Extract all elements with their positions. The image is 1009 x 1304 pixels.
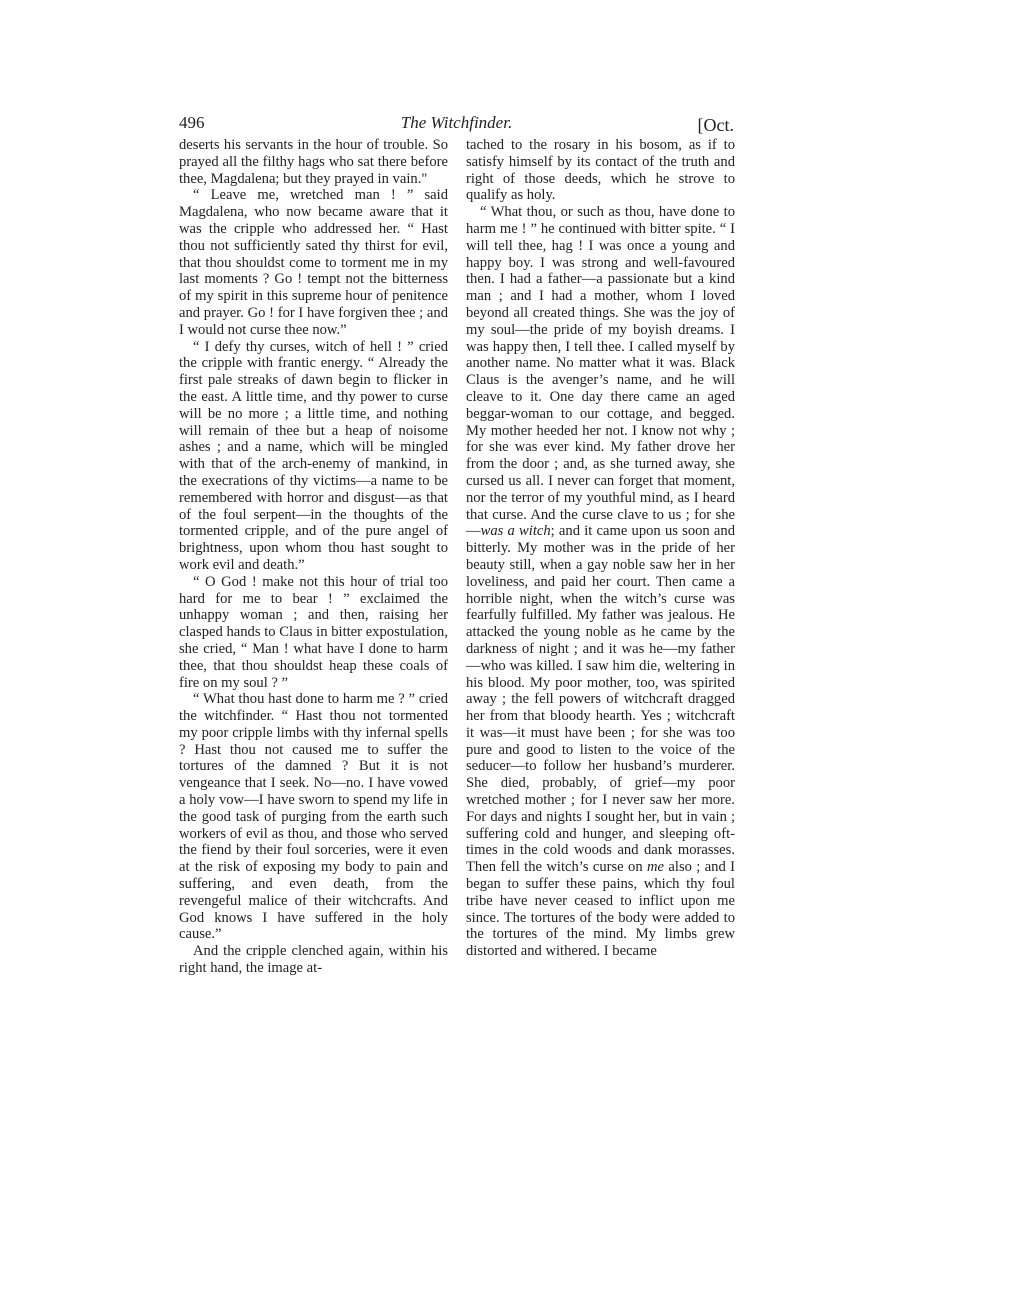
emphasis-text: me — [647, 859, 665, 876]
paragraph: deserts his servants in the hour of trouble. So prayed all the filthy hags who sat there before thee, Magdalena; but they prayed in vain." — [179, 137, 448, 187]
paragraph: “ O God ! make not this hour of trial too hard for me to bear ! ” exclaimed the unhappy woman ; and then, raising her clasped hands to Claus in bitter expostulation, she cried, “ Man ! what have I done to harm thee, that thou shouldst heap these coals of fire on my soul ? ” — [179, 573, 448, 691]
issue-month: [Oct. — [697, 115, 734, 135]
text-run: ; and it came upon us soon and bitterly. My mother was in the pride of her beauty still, when a gay noble saw her in her loveliness, and paid her court. Then came a horrible night, when the witch’s curse was fearfully fulfilled. My father was jealous. He attacked the young noble as he came by the darkness of night ; and it was he—my father—who was killed. I saw him die, weltering in his blood. My poor mother, too, was spirited away ; the fell powers of witchcraft dragged her from that bloody hearth. Yes ; witchcraft it was—it must have been ; for she was too pure and good to listen to the voice of the seducer—to follow her husband’s murderer. She died, probably, of grief—my poor wretched mother ; for I never saw her more. For days and nights I sought her, but in vain ; suffering cold and hunger, and sleeping oft-times in the cold woods and dank morasses. Then fell the witch’s curse on — [466, 523, 735, 876]
paragraph: “ Leave me, wretched man ! ” said Magdalena, who now became aware that it was the cripple who addressed her. “ Hast thou not sufficiently sated thy thirst for evil, that thou shouldst come to torment me in my last moments ? Go ! tempt not the bitterness of my spirit in this supreme hour of penitence and prayer. Go ! for I have forgiven thee ; and I would not curse thee now.” — [179, 187, 448, 338]
left-column — [179, 137, 448, 977]
text-run: “ What thou, or such as thou, have done to harm me ! ” he continued with bitter spite. “ I will tell thee, hag ! I was once a young and happy boy. I was strong and well-favoured then. I had a father—a passionate but a kind man ; and I had a mother, whom I loved beyond all created things. She was the joy of my soul—the pride of my boyish dreams. I was happy then, I tell thee. I called myself by another name. No matter what it was. Black Claus is the avenger’s name, and he will cleave to it. One day there came an aged beggar-woman to our cottage, and begged. My mother heeded her not. I know not why ; for she was ever kind. My father drove her from the door ; and, as she turned away, she cursed us all. I never can forget that moment, nor the terror of my youthful mind, as I heard that curse. And the curse clave to us ; for she— — [466, 204, 735, 540]
right-column — [466, 137, 735, 960]
emphasis-text: was a witch — [480, 523, 551, 540]
page-number: 496 — [179, 113, 205, 132]
paragraph — [466, 204, 735, 960]
paragraph: “ I defy thy curses, witch of hell ! ” cried the cripple with frantic energy. “ Already the first pale streaks of dawn begin to flicker in the east. A little time, and thy power to curse will be no more ; a little time, and nothing will remain of thee but a heap of noisome ashes ; and a name, which will be mingled with that of the arch-enemy of mankind, in the execrations of thy victims—a name to be remembered with horror and disgust—as that of the foul serpent—in the thoughts of the tormented cripple, and of the pure angel of brightness, upon whom thou hast sought to work evil and death.” — [179, 338, 448, 573]
text-run: also ; and I began to suffer these pains, which thy foul tribe have never ceased to inflict upon me since. The tortures of the body were added to the tortures of the mind. My limbs grew distorted and withered. I became — [466, 859, 735, 960]
paragraph: tached to the rosary in his bosom, as if to satisfy himself by its contact of the truth and right of those deeds, which he strove to qualify as holy. — [466, 137, 735, 204]
running-title: The Witchfinder. — [400, 113, 513, 132]
paragraph: And the cripple clenched again, within his right hand, the image at- — [179, 943, 448, 977]
page-header — [179, 113, 734, 137]
paragraph: “ What thou hast done to harm me ? ” cried the witchfinder. “ Hast thou not tormented my poor cripple limbs with thy infernal spells ? Hast thou not caused me to suffer the tortures of the damned ? But it is not vengeance that I seek. No—no. I have vowed a holy vow—I have sworn to spend my life in the good task of purging from the earth such workers of evil as thou, and those who served the fiend by their foul sorceries, were it even at the risk of exposing my body to pain and suffering, and even death, from the revengeful malice of their witchcrafts. And God knows I have suffered in the holy cause.” — [179, 691, 448, 943]
